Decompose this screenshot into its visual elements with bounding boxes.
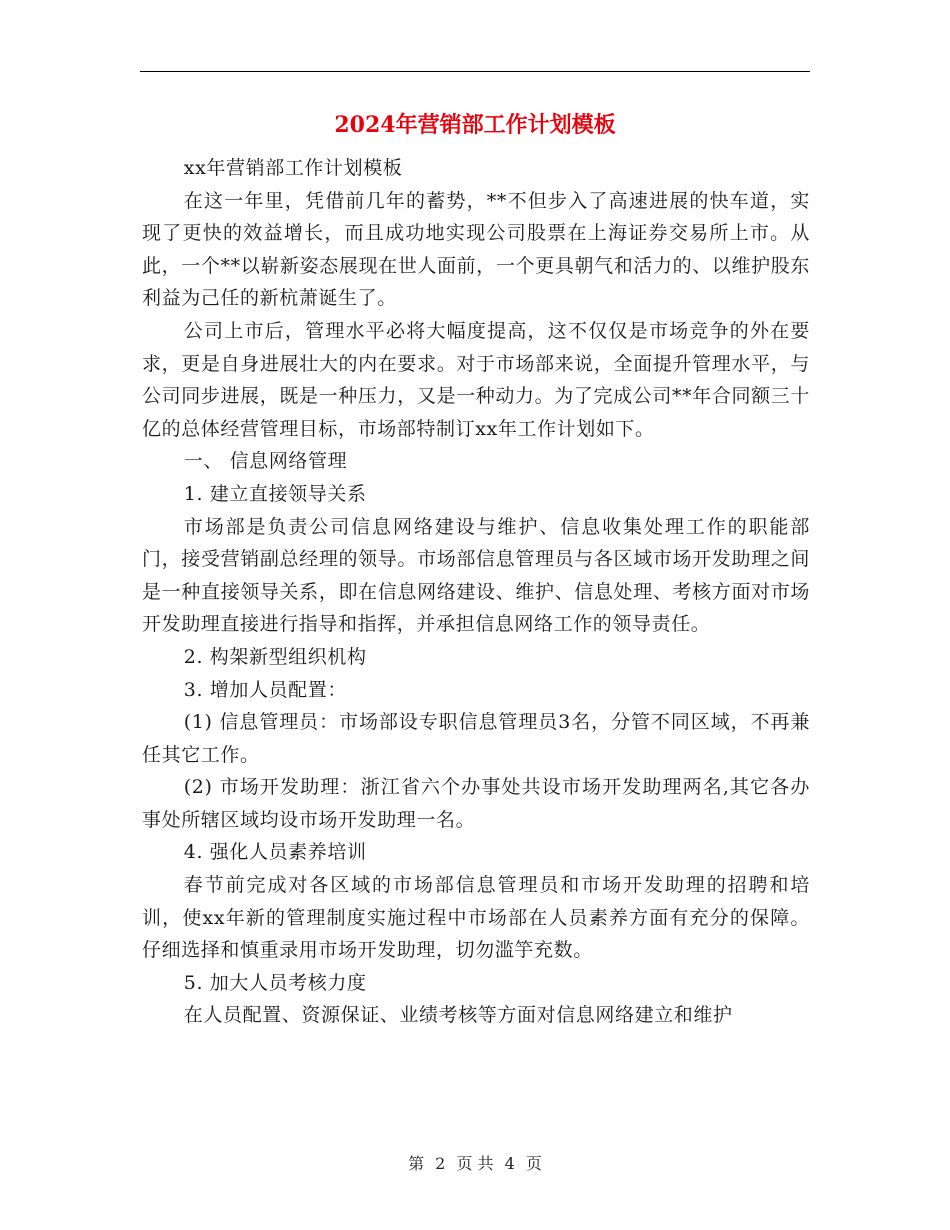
- subsection-heading: 5. 加大人员考核力度: [183, 971, 367, 994]
- subsection-heading: 2. 构架新型组织机构: [183, 645, 367, 668]
- paragraph: 春节前完成对各区域的市场部信息管理员和市场开发助理的招聘和培训，使xx年新的管理制度实施过程中市场部在人员素养方面有充分的保障。仔细选择和慎重录用市场开发助理，切勿滥竽充数。: [142, 874, 810, 962]
- paragraph: 在这一年里，凭借前几年的蓄势，**不但步入了高速进展的快车道，实现了更快的效益增长，而且成功地实现公司股票在上海证券交易所上市。从此，一个**以崭新姿态展现在世人面前，一个更具朝气和活力的、以维护股东利益为己任的新杭萧诞生了。: [142, 189, 810, 310]
- paragraph: xx年营销部工作计划模板: [183, 157, 403, 179]
- page-footer: [0, 1152, 950, 1176]
- paragraph: 市场部是负责公司信息网络建设与维护、信息收集处理工作的职能部门，接受营销副总经理的领导。市场部信息管理员与各区域市场开发助理之间是一种直接领导关系，即在信息网络建设、维护、信息处理、考核方面对市场开发助理直接进行指导和指挥，并承担信息网络工作的领导责任。: [142, 515, 810, 636]
- subsection-heading: 1. 建立直接领导关系: [183, 482, 367, 505]
- paragraph: 公司上市后，管理水平必将大幅度提高，这不仅仅是市场竞争的外在要求，更是自身进展壮大的内在要求。对于市场部来说，全面提升管理水平，与公司同步进展，既是一种压力，又是一种动力。为了完成公司**年合同额三十亿的总体经营管理目标，市场部特制订xx年工作计划如下。: [142, 319, 810, 440]
- list-item: (1) 信息管理员：市场部设专职信息管理员3名，分管不同区域，不再兼任其它工作。: [142, 711, 810, 766]
- paragraph: 在人员配置、资源保证、业绩考核等方面对信息网络建立和维护: [183, 1004, 733, 1027]
- subsection-heading: 3. 增加人员配置：: [183, 678, 347, 701]
- section-heading: 一、 信息网络管理: [183, 450, 348, 473]
- document-body: [142, 152, 810, 1032]
- page-prefix: 第: [408, 1154, 425, 1173]
- page-suffix: 页: [525, 1154, 542, 1173]
- page-number: 2: [435, 1154, 446, 1173]
- header-rule: [140, 71, 810, 72]
- subsection-heading: 4. 强化人员素养培训: [183, 841, 367, 864]
- list-item: (2) 市场开发助理：浙江省六个办事处共设市场开发助理两名,其它各办事处所辖区域均设市场开发助理一名。: [142, 776, 810, 831]
- page-mid: 页 共: [456, 1154, 494, 1173]
- document-title: 2024年营销部工作计划模板: [334, 112, 616, 138]
- page-total: 4: [504, 1154, 515, 1173]
